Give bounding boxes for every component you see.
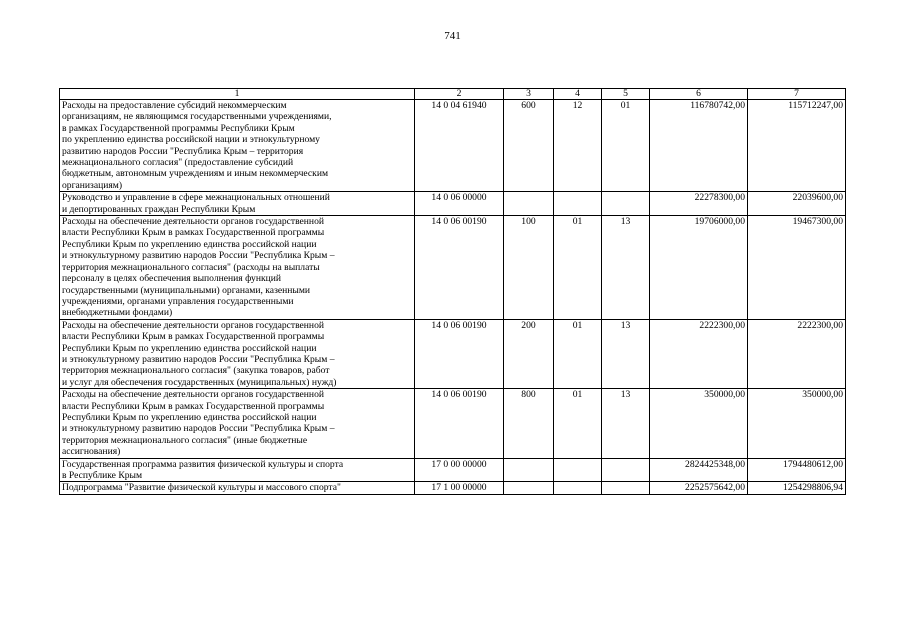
row-subsection: 01 (602, 100, 650, 192)
row-subsection (602, 482, 650, 494)
row-amount-col6: 2222300,00 (650, 319, 748, 388)
row-subsection: 13 (602, 389, 650, 458)
row-expense-type (504, 482, 554, 494)
row-section (554, 482, 602, 494)
row-section: 01 (554, 216, 602, 320)
row-description: Подпрограмма "Развитие физической культуры и массового спорта" (60, 482, 415, 494)
table-row (60, 100, 846, 192)
table-row (60, 319, 846, 388)
row-subsection (602, 458, 650, 482)
row-description: Расходы на предоставление субсидий некоммерческим организациям, не являющимся государственными учреждениями, в рамках Государственной программы Республики Крым по укреплению единства российской нации и этнокультурному развитию народов России "Республика Крым – территория межнационального согласия" (предоставление субсидий бюджетным, автономным учреждениям и иным некоммерческим организациям) (60, 100, 415, 192)
row-section (554, 458, 602, 482)
col-header-7: 7 (748, 89, 846, 100)
row-description: Расходы на обеспечение деятельности органов государственной власти Республики Крым в рамках Государственной программы Республики Крым по укреплению единства российской нации и этнокультурному развитию народов России "Республика Крым – территория межнационального согласия" (расходы на выплаты персоналу в целях обеспечения выполнения функций государственными (муниципальными) органами, казенными учреждениями, органами управления государственными внебюджетными фондами) (60, 216, 415, 320)
row-section: 01 (554, 319, 602, 388)
row-target-code: 14 0 06 00000 (415, 192, 504, 216)
table-row (60, 482, 846, 494)
row-subsection: 13 (602, 216, 650, 320)
row-amount-col7: 19467300,00 (748, 216, 846, 320)
page-number: 741 (444, 30, 461, 42)
row-target-code: 14 0 06 00190 (415, 389, 504, 458)
row-target-code: 17 0 00 00000 (415, 458, 504, 482)
col-header-6: 6 (650, 89, 748, 100)
row-section: 01 (554, 389, 602, 458)
row-amount-col6: 116780742,00 (650, 100, 748, 192)
row-amount-col7: 1794480612,00 (748, 458, 846, 482)
row-subsection (602, 192, 650, 216)
row-target-code: 17 1 00 00000 (415, 482, 504, 494)
row-amount-col6: 22278300,00 (650, 192, 748, 216)
row-subsection: 13 (602, 319, 650, 388)
col-header-1: 1 (60, 89, 415, 100)
row-amount-col7: 22039600,00 (748, 192, 846, 216)
row-description: Руководство и управление в сфере межнациональных отношений и депортированных граждан Республики Крым (60, 192, 415, 216)
col-header-2: 2 (415, 89, 504, 100)
table-row (60, 192, 846, 216)
budget-table (59, 88, 846, 495)
row-amount-col7: 2222300,00 (748, 319, 846, 388)
row-expense-type (504, 458, 554, 482)
row-expense-type: 200 (504, 319, 554, 388)
row-amount-col6: 2252575642,00 (650, 482, 748, 494)
row-amount-col6: 2824425348,00 (650, 458, 748, 482)
row-target-code: 14 0 06 00190 (415, 216, 504, 320)
header-row (60, 89, 846, 100)
row-description: Государственная программа развития физической культуры и спорта в Республике Крым (60, 458, 415, 482)
row-description: Расходы на обеспечение деятельности органов государственной власти Республики Крым в рамках Государственной программы Республики Крым по укреплению единства российской нации и этнокультурному развитию народов России "Республика Крым – территория межнационального согласия" (закупка товаров, работ и услуг для обеспечения государственных (муниципальных) нужд) (60, 319, 415, 388)
row-amount-col7: 350000,00 (748, 389, 846, 458)
row-amount-col7: 115712247,00 (748, 100, 846, 192)
row-section: 12 (554, 100, 602, 192)
col-header-4: 4 (554, 89, 602, 100)
row-description: Расходы на обеспечение деятельности органов государственной власти Республики Крым в рамках Государственной программы Республики Крым по укреплению единства российской нации и этнокультурному развитию народов России "Республика Крым – территория межнационального согласия" (иные бюджетные ассигнования) (60, 389, 415, 458)
row-amount-col6: 350000,00 (650, 389, 748, 458)
row-expense-type (504, 192, 554, 216)
col-header-5: 5 (602, 89, 650, 100)
table-row (60, 458, 846, 482)
row-expense-type: 100 (504, 216, 554, 320)
table-row (60, 389, 846, 458)
row-amount-col7: 1254298806,94 (748, 482, 846, 494)
row-expense-type: 800 (504, 389, 554, 458)
row-expense-type: 600 (504, 100, 554, 192)
row-section (554, 192, 602, 216)
row-target-code: 14 0 04 61940 (415, 100, 504, 192)
row-target-code: 14 0 06 00190 (415, 319, 504, 388)
row-amount-col6: 19706000,00 (650, 216, 748, 320)
col-header-3: 3 (504, 89, 554, 100)
table-row (60, 216, 846, 320)
